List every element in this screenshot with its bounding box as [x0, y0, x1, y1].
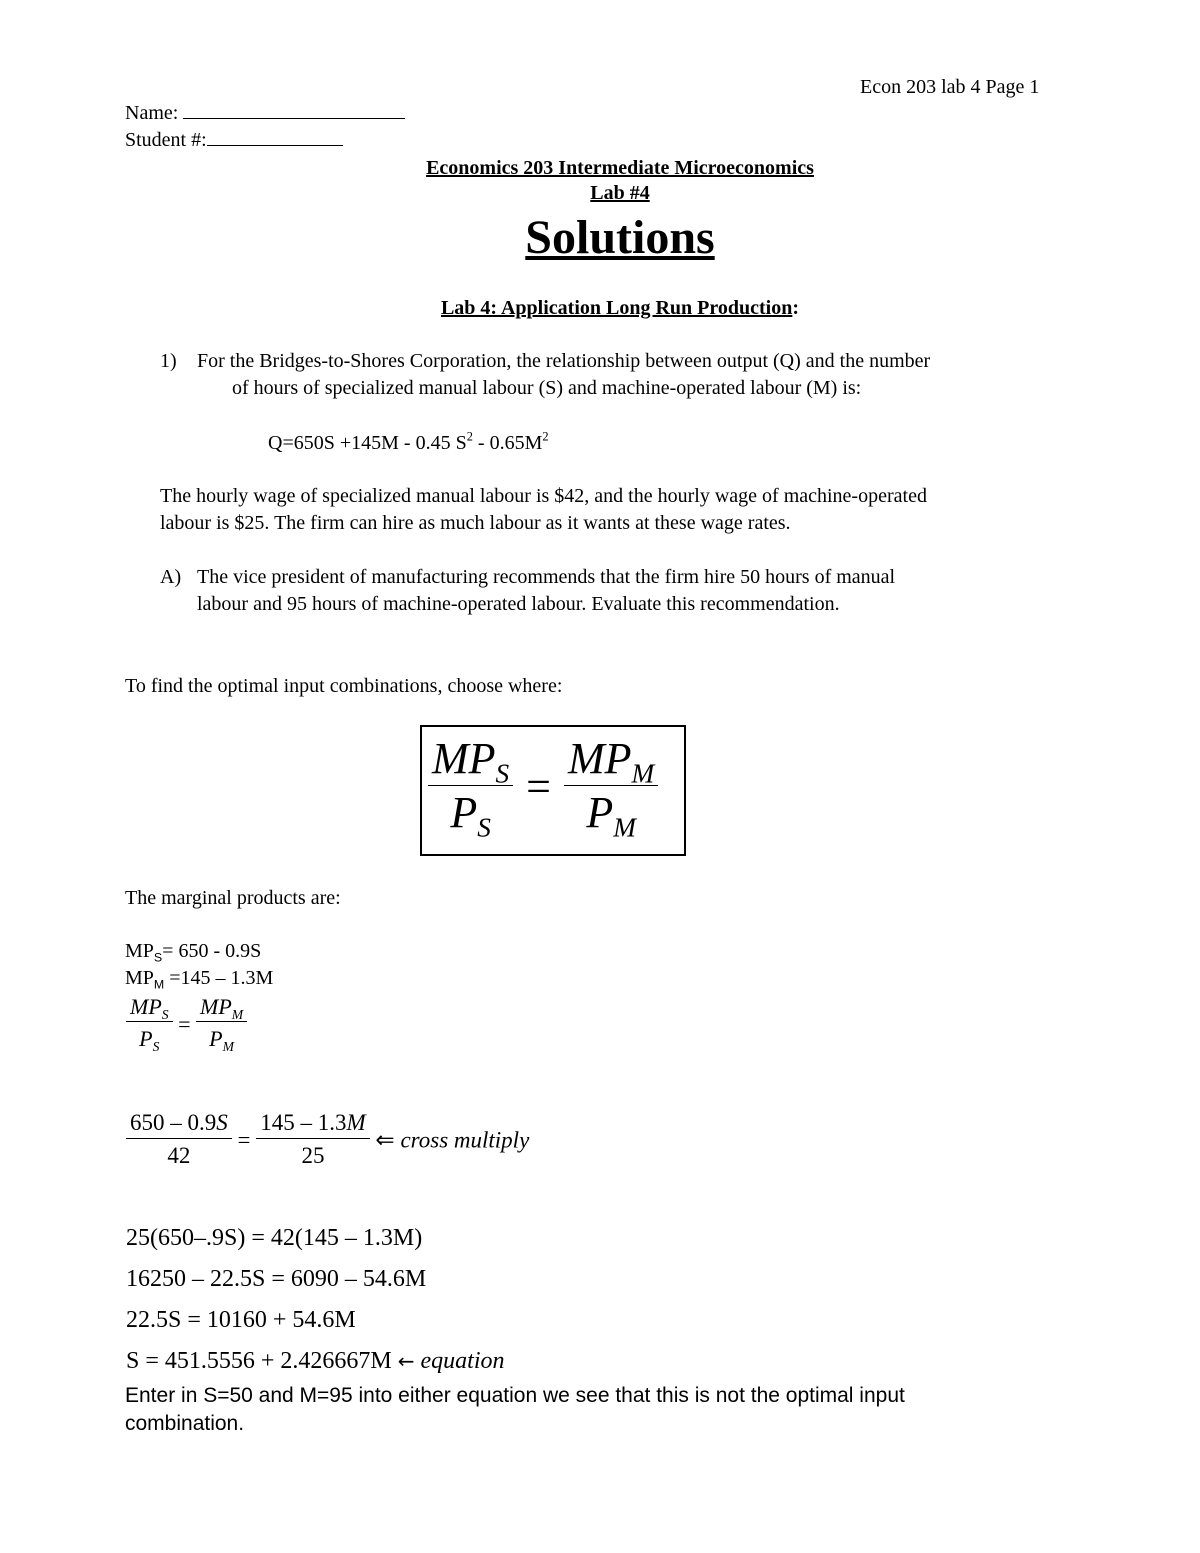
production-function-sup-1: 2: [466, 429, 473, 444]
step-3: 22.5S = 10160 + 54.6M: [126, 1307, 356, 1333]
left-numerator-var: S: [216, 1110, 228, 1135]
rule-sub-m-den: M: [613, 812, 636, 843]
mpm-label: MP: [125, 967, 154, 989]
production-function: [268, 430, 549, 456]
step-4-note: equation: [420, 1348, 505, 1374]
step-4: [126, 1345, 505, 1377]
cross-equals: =: [237, 1127, 251, 1153]
small-sub-s: S: [161, 1006, 169, 1022]
small-p-s: P: [139, 1026, 153, 1051]
right-numerator: 145 – 1.3: [260, 1110, 347, 1135]
part-a-line-1: The vice president of manufacturing recommends that the firm hire 50 hours of manual: [197, 566, 896, 588]
mps-label: MP: [125, 940, 154, 962]
mpm-sub: M: [153, 977, 165, 992]
step-4-equation: S = 451.5556 + 2.426667M: [126, 1348, 392, 1374]
rule-p-s: P: [450, 788, 478, 837]
mpm-rest: =145 – 1.3M: [164, 967, 274, 989]
production-function-a: Q=650S +145M - 0.45 S: [268, 432, 467, 454]
name-label: Name:: [125, 102, 179, 124]
course-title: Economics 203 Intermediate Microeconomics: [426, 157, 814, 179]
rule-equals: =: [526, 762, 551, 811]
rule-sub-s: S: [495, 758, 510, 789]
cross-multiply-note: cross multiply: [400, 1127, 530, 1153]
question-number: 1): [160, 350, 177, 372]
cross-multiply-equation: [126, 1108, 529, 1173]
left-denominator: 42: [167, 1143, 191, 1168]
small-sub-s-den: S: [152, 1038, 160, 1054]
section-title: [0, 295, 1200, 321]
wage-line-2: labour is $25. The firm can hire as much labour as it wants at these wage rates.: [160, 512, 791, 534]
rule-sub-s-den: S: [477, 812, 491, 843]
step-2: 16250 – 22.5S = 6090 – 54.6M: [126, 1266, 427, 1292]
production-function-b: - 0.65M: [472, 432, 543, 454]
small-mp-s: MP: [130, 994, 162, 1019]
student-field: [125, 127, 343, 153]
marginal-products-intro: The marginal products are:: [125, 887, 341, 909]
solution-intro: To find the optimal input combinations, choose where:: [125, 675, 563, 697]
question-line-1: For the Bridges-to-Shores Corporation, the relationship between output (Q) and the number: [197, 350, 931, 372]
right-fraction: [256, 1108, 369, 1173]
lab-title: Lab #4: [590, 182, 650, 204]
mpm-over-pm: [564, 733, 658, 843]
small-sub-m-den: M: [222, 1038, 234, 1054]
mpm-equation: [125, 965, 273, 991]
question-line-2: of hours of specialized manual labour (S) and machine-operated labour (M) is:: [232, 377, 862, 399]
part-a-label: A): [160, 566, 182, 588]
rule-mp-s: MP: [432, 734, 496, 783]
left-numerator: 650 – 0.9: [130, 1110, 217, 1135]
mps-rest: = 650 - 0.9S: [162, 940, 262, 962]
small-equals: =: [178, 1011, 191, 1037]
production-function-sup-2: 2: [542, 429, 549, 444]
mps-equation: [125, 938, 261, 964]
mps-sub: S: [153, 950, 163, 965]
small-mp-m: MP: [200, 994, 232, 1019]
mps-over-ps: [428, 733, 513, 843]
right-numerator-var: M: [346, 1110, 366, 1135]
optimality-rule-box: [420, 725, 686, 856]
page-title: Solutions: [525, 211, 715, 264]
left-double-arrow-icon: ⇐: [375, 1127, 395, 1154]
part-a-line-2: labour and 95 hours of machine-operated labour. Evaluate this recommendation.: [197, 593, 840, 615]
small-mpm-over-pm: [196, 993, 247, 1056]
ratio-equation-small: [126, 993, 247, 1056]
small-sub-m: M: [231, 1006, 244, 1022]
step-1: 25(650–.9S) = 42(145 – 1.3M): [126, 1225, 423, 1251]
small-p-m: P: [209, 1026, 223, 1051]
wage-line-1: The hourly wage of specialized manual labour is $42, and the hourly wage of machine-operated: [160, 485, 927, 507]
conclusion-line-2: combination.: [125, 1412, 245, 1435]
conclusion-line-1: Enter in S=50 and M=95 into either equation we see that this is not the optimal input: [125, 1384, 905, 1407]
rule-p-m: P: [586, 788, 614, 837]
page-label: Econ 203 lab 4 Page 1: [860, 76, 1040, 98]
student-label: Student #:: [125, 129, 207, 151]
right-denominator: 25: [301, 1143, 325, 1168]
name-blank: [183, 100, 405, 119]
small-mps-over-ps: [126, 993, 173, 1056]
optimality-rule: [428, 733, 658, 843]
section-title-text: Lab 4: Application Long Run Production: [440, 297, 793, 319]
left-arrow-icon: ←: [397, 1349, 415, 1373]
section-title-colon: :: [792, 297, 800, 319]
name-field: [125, 100, 405, 126]
student-blank: [207, 127, 343, 146]
left-fraction: [126, 1108, 232, 1173]
rule-sub-m: M: [631, 758, 655, 789]
rule-mp-m: MP: [568, 734, 632, 783]
